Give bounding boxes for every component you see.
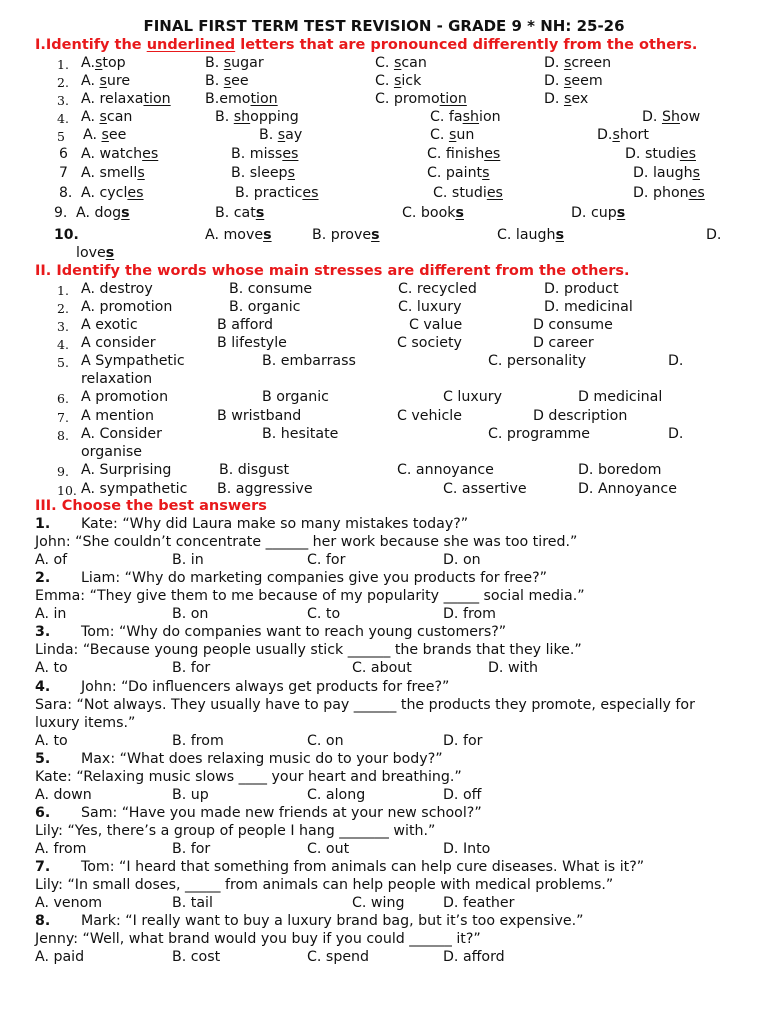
s1-q-num: 4.: [57, 111, 69, 126]
s2-option: A. sympathetic: [81, 481, 188, 497]
s1-option: [81, 73, 130, 89]
s2-option: D.: [668, 353, 684, 369]
s2-q-num: 1.: [57, 283, 69, 298]
s3-option: A. to: [35, 660, 68, 677]
s1-option: [81, 165, 145, 181]
s1-option-text: B. misses: [231, 146, 299, 162]
s1-option-text: C. sick: [375, 73, 422, 89]
s3-question: Liam: “Why do marketing companies give you products for free?”: [81, 570, 547, 587]
s1-option-text: B. shopping: [215, 109, 299, 125]
s3-option: B. up: [172, 786, 209, 803]
s1-option-text: B. proves: [312, 227, 380, 243]
s2-option: A. Consider: [81, 426, 162, 442]
s1-option-text: A. cycles: [81, 185, 144, 201]
s1-option: [231, 165, 295, 181]
s1-option-text: B. see: [205, 73, 249, 89]
s1-option: [633, 185, 705, 201]
s1-option: [375, 73, 421, 89]
s2-option: B. hesitate: [262, 426, 339, 442]
s2-option: C value: [409, 317, 463, 333]
s1-option-text: C. paints: [427, 165, 490, 181]
s2-option: B. consume: [229, 281, 313, 297]
s2-option: C. annoyance: [397, 462, 494, 478]
s3-q-num: 5.: [35, 750, 51, 767]
s1-option: [205, 73, 249, 89]
s3-option: B. in: [172, 552, 204, 568]
s3-q-num: 6.: [35, 805, 51, 821]
s1-option-text: D. Show: [642, 109, 701, 125]
s1-option: [205, 55, 264, 71]
s3-option: B. tail: [172, 895, 213, 912]
s1-q-num: 10.: [54, 227, 79, 243]
s3-question: John: “Do influencers always get products for free?”: [81, 678, 450, 695]
s1-option-text: A. watches: [81, 146, 159, 162]
s3-question: Mark: “I really want to buy a luxury brand bag, but it’s too expensive.”: [81, 913, 584, 930]
s1-option: [642, 109, 700, 125]
s1-q-num: 3.: [57, 93, 69, 108]
s1-option: [433, 185, 503, 201]
s2-q-num: 10.: [57, 483, 77, 498]
s2-option: A. destroy: [81, 281, 153, 297]
s3-question: Max: “What does relaxing music do to your body?”: [81, 750, 443, 767]
s3-option: B. cost: [172, 949, 221, 966]
s3-option: A. in: [35, 606, 67, 623]
s3-answer-line: Lily: “Yes, there’s a group of people I hang _______ with.”: [35, 823, 436, 839]
s3-question: Tom: “I heard that something from animals can help cure diseases. What is it?”: [81, 859, 645, 876]
s1-option-text: D. studies: [625, 146, 696, 162]
s3-option: D. feather: [443, 895, 515, 912]
s2-option: D. boredom: [578, 462, 662, 478]
s1-option-text: D. seem: [544, 73, 603, 89]
s1-option: [235, 185, 319, 201]
s1-option: [81, 185, 144, 201]
s2-q-num: 8.: [57, 428, 69, 443]
section-3-heading: III. Choose the best answers: [35, 498, 267, 514]
s1-option-text: A. see: [83, 127, 127, 143]
section-1-heading: I.Identify the underlined letters that are pronounced differently from the others.: [35, 37, 698, 53]
s2-option: C society: [397, 335, 462, 351]
s1-option-text: C. laughs: [497, 227, 565, 243]
s1-q-num: 1.: [57, 57, 69, 72]
s1-option-text: C. sun: [430, 127, 475, 143]
s1-q-num: 6: [59, 146, 68, 162]
s1-option-text: D. cups: [571, 205, 626, 221]
s3-answer-line: luxury items.”: [35, 714, 136, 731]
s2-option: A Sympathetic: [81, 353, 185, 369]
s1-option: [205, 91, 278, 107]
s3-q-num: 8.: [35, 913, 51, 930]
s1-option: [215, 109, 299, 125]
s1-option-text: D. phones: [633, 185, 705, 201]
s1-option: [215, 205, 264, 221]
s3-option: C. wing: [352, 895, 405, 912]
s2-option: C. assertive: [443, 481, 527, 497]
s1-option-text: C. fashion: [430, 109, 501, 125]
s2-option: B. aggressive: [217, 481, 313, 497]
s2-option: A exotic: [81, 317, 138, 333]
s3-option: B. on: [172, 606, 209, 623]
s2-option: C. luxury: [398, 299, 462, 315]
s2-q-num: 2.: [57, 301, 69, 316]
s1-option-text: C. books: [402, 205, 464, 221]
s2-option: A promotion: [81, 389, 169, 405]
s1-q-num: 5: [57, 129, 65, 144]
s2-option: B lifestyle: [217, 335, 287, 351]
s1-option: [402, 205, 464, 221]
s3-option: D. afford: [443, 949, 505, 966]
s3-question: Tom: “Why do companies want to reach young customers?”: [81, 624, 507, 641]
s3-option: D. off: [443, 786, 482, 803]
s1-option: [231, 146, 298, 162]
s2-option: D description: [533, 408, 628, 424]
s3-question: Kate: “Why did Laura make so many mistakes today?”: [81, 516, 469, 532]
s1-option: [427, 165, 490, 181]
s1-option: [571, 205, 625, 221]
s2-option: D career: [533, 335, 594, 351]
s2-option-wrap: relaxation: [81, 371, 153, 387]
s3-q-num: 4.: [35, 678, 51, 695]
s1-option-text: C. studies: [433, 185, 503, 201]
s2-option: C. personality: [488, 353, 587, 369]
s1-option-text: B. practices: [235, 185, 319, 201]
s1-option: [81, 91, 171, 107]
s1-option-text: A. dogs: [76, 205, 130, 221]
section-2-heading: II. Identify the words whose main stresses are different from the others.: [35, 263, 630, 279]
s1-q-num: 7: [59, 165, 68, 181]
s1-option: [81, 146, 158, 162]
s2-option: B. embarrass: [262, 353, 356, 369]
s1-option: [76, 205, 130, 221]
s1-option-text: B. cats: [215, 205, 265, 221]
s3-option: A. down: [35, 786, 92, 803]
s2-option-wrap: organise: [81, 444, 143, 460]
s2-option: A. promotion: [81, 299, 173, 315]
s1-option-text: A. sure: [81, 73, 131, 89]
s1-option-text: D.: [706, 227, 722, 243]
s1-option-text: C. promotion: [375, 91, 467, 107]
s1-option: [83, 127, 126, 143]
s3-q-num: 2.: [35, 570, 51, 587]
s1-option-text: B. sugar: [205, 55, 264, 71]
s3-option: D. with: [488, 660, 539, 677]
s3-answer-line: John: “She couldn’t concentrate ______ her work because she was too tired.”: [35, 534, 578, 550]
s3-answer-line: Lily: “In small doses, _____ from animals can help people with medical problems.”: [35, 877, 614, 894]
s1-option-text: B. sleeps: [231, 165, 295, 181]
s1-option-text: B. say: [259, 127, 303, 143]
s1-option-text: A. relaxation: [81, 91, 171, 107]
s3-option: A. of: [35, 552, 68, 568]
s2-q-num: 4.: [57, 337, 69, 352]
s3-answer-line: Sara: “Not always. They usually have to pay ______ the products they promote, especially for: [35, 696, 695, 713]
s1-option-text: C. scan: [375, 55, 427, 71]
s1-option: [706, 227, 721, 243]
s3-answer-line: Emma: “They give them to me because of my popularity _____ social media.”: [35, 588, 585, 605]
s1-option-text: A. scan: [81, 109, 133, 125]
s2-option: D. product: [544, 281, 619, 297]
s3-option: D. Into: [443, 841, 491, 857]
s3-option: A. to: [35, 732, 68, 749]
s3-q-num: 1.: [35, 516, 51, 532]
s1-option: [597, 127, 649, 143]
s1-option: [81, 55, 126, 71]
s2-option: D. Annoyance: [578, 481, 677, 497]
s3-answer-line: Linda: “Because young people usually stick ______ the brands that they like.”: [35, 642, 582, 659]
s3-option: D. from: [443, 606, 496, 623]
s1-option-text: loves: [76, 245, 115, 261]
s2-option: C luxury: [443, 389, 502, 405]
s2-option: B. disgust: [219, 462, 290, 478]
s2-q-num: 9.: [57, 464, 69, 479]
s1-q-num: 2.: [57, 75, 69, 90]
s1-option: [375, 55, 427, 71]
page-title: FINAL FIRST TERM TEST REVISION - GRADE 9 * NH: 25-26: [143, 17, 625, 35]
s1-option: [544, 73, 603, 89]
s1-option: [497, 227, 564, 243]
s1-option-wrap: [76, 245, 114, 261]
s3-option: A. paid: [35, 949, 85, 966]
s2-option: D. medicinal: [544, 299, 633, 315]
s3-option: B. for: [172, 660, 211, 677]
s2-option: A. Surprising: [81, 462, 172, 478]
s2-option: B wristband: [217, 408, 302, 424]
s1-option: [205, 227, 272, 243]
s2-q-num: 7.: [57, 410, 69, 425]
s2-option: A consider: [81, 335, 156, 351]
s1-q-num: 8.: [59, 185, 73, 201]
s2-q-num: 6.: [57, 391, 69, 406]
s3-option: C. spend: [307, 949, 370, 966]
s1-option: [633, 165, 700, 181]
s3-option: A. venom: [35, 895, 103, 912]
s1-option: [430, 127, 474, 143]
s2-option: D.: [668, 426, 684, 442]
s1-option: [544, 91, 588, 107]
s3-option: A. from: [35, 841, 87, 857]
s3-q-num: 3.: [35, 624, 51, 641]
s2-option: A mention: [81, 408, 154, 424]
s3-option: C. about: [352, 660, 412, 677]
s2-option: C. programme: [488, 426, 591, 442]
s3-option: C. on: [307, 732, 344, 749]
s2-q-num: 3.: [57, 319, 69, 334]
s1-option-text: D.short: [597, 127, 649, 143]
s1-option: [375, 91, 467, 107]
s3-option: C. for: [307, 552, 346, 568]
s2-option: D consume: [533, 317, 613, 333]
s3-q-num: 7.: [35, 859, 51, 876]
s1-option: [430, 109, 501, 125]
s2-option: B. organic: [229, 299, 301, 315]
s2-option: C. recycled: [398, 281, 477, 297]
s1-q-num: 9.: [54, 205, 68, 221]
s3-option: C. along: [307, 786, 366, 803]
s1-option: [81, 109, 132, 125]
s3-option: C. out: [307, 841, 350, 857]
s3-option: D. for: [443, 732, 483, 749]
s3-option: B. from: [172, 732, 224, 749]
s3-question: Sam: “Have you made new friends at your new school?”: [81, 805, 482, 821]
s1-option-text: D. screen: [544, 55, 612, 71]
s2-option: B organic: [262, 389, 329, 405]
s1-option: [259, 127, 302, 143]
s1-option-text: B.emotion: [205, 91, 278, 107]
s2-option: B afford: [217, 317, 273, 333]
s3-option: B. for: [172, 841, 211, 857]
s1-option-text: D. sex: [544, 91, 589, 107]
s1-option: [544, 55, 611, 71]
s1-option-text: A. smells: [81, 165, 145, 181]
s3-answer-line: Kate: “Relaxing music slows ____ your heart and breathing.”: [35, 768, 462, 785]
s1-option: [427, 146, 500, 162]
s2-option: D medicinal: [578, 389, 663, 405]
s2-option: C vehicle: [397, 408, 462, 424]
s3-option: C. to: [307, 606, 341, 623]
s2-q-num: 5.: [57, 355, 69, 370]
s1-option-text: A.stop: [81, 55, 126, 71]
s1-option-text: C. finishes: [427, 146, 501, 162]
s1-option-text: A. moves: [205, 227, 272, 243]
s3-option: D. on: [443, 552, 481, 568]
s1-option-text: D. laughs: [633, 165, 700, 181]
s1-option: [312, 227, 380, 243]
s1-option: [625, 146, 696, 162]
s3-answer-line: Jenny: “Well, what brand would you buy if you could ______ it?”: [35, 931, 481, 948]
